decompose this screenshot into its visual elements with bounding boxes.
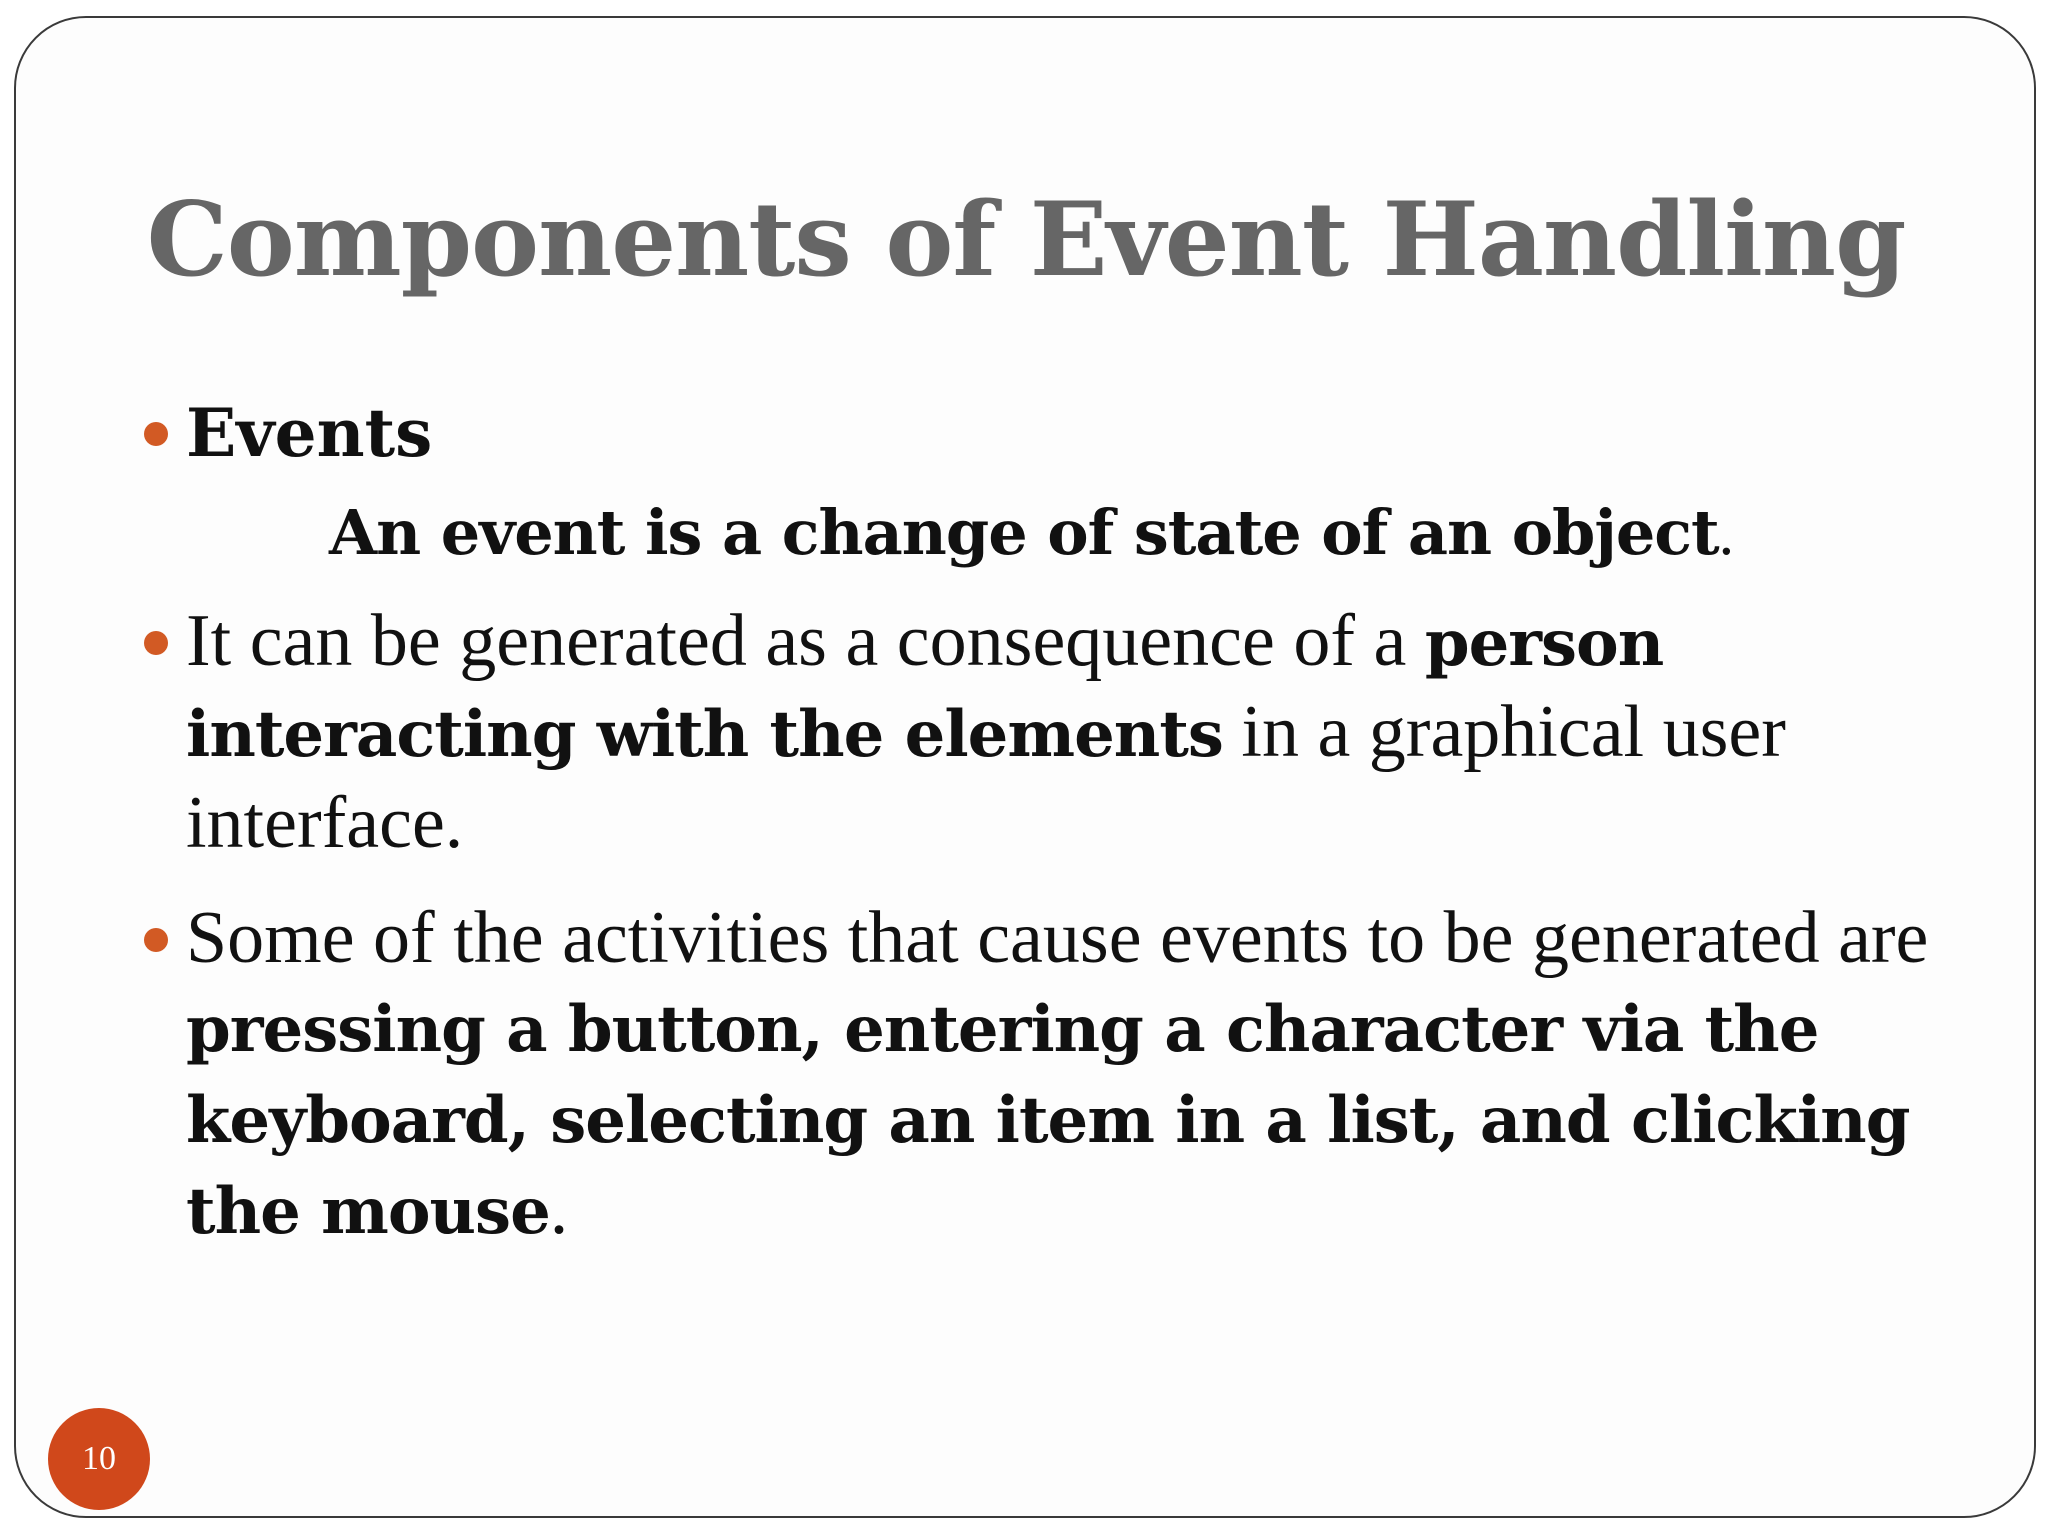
event-definition-end: . — [1718, 500, 1734, 568]
generated-text-before: It can be generated as a consequence of a — [186, 600, 1425, 682]
bullet-activities — [186, 894, 2006, 1256]
page-number-badge: 10 — [48, 1408, 150, 1510]
slide-content — [186, 388, 2006, 1256]
activities-text-before: Some of the activities that cause events to be generated are — [186, 897, 1929, 979]
events-heading: Events — [186, 394, 433, 472]
bullet-dot-icon — [144, 631, 168, 655]
activities-bold: pressing a button, entering a character via the keyboard, selecting an item in a list, and clicking the mouse — [186, 992, 1910, 1249]
bullet-dot-icon — [144, 422, 168, 446]
slide-title: Components of Event Handling — [146, 180, 1906, 300]
bullet-events — [186, 388, 2006, 478]
slide — [14, 16, 2036, 1518]
bullet-dot-icon — [144, 928, 168, 952]
bullet-generated — [186, 597, 2006, 868]
event-definition — [186, 488, 2006, 579]
generated-text-after: in a graphical user interface. — [186, 691, 1786, 864]
event-definition-text: An event is a change of state of an object — [329, 496, 1719, 569]
generated-bold: person interacting with the elements — [186, 606, 1664, 772]
activities-text-after: . — [549, 1168, 569, 1250]
